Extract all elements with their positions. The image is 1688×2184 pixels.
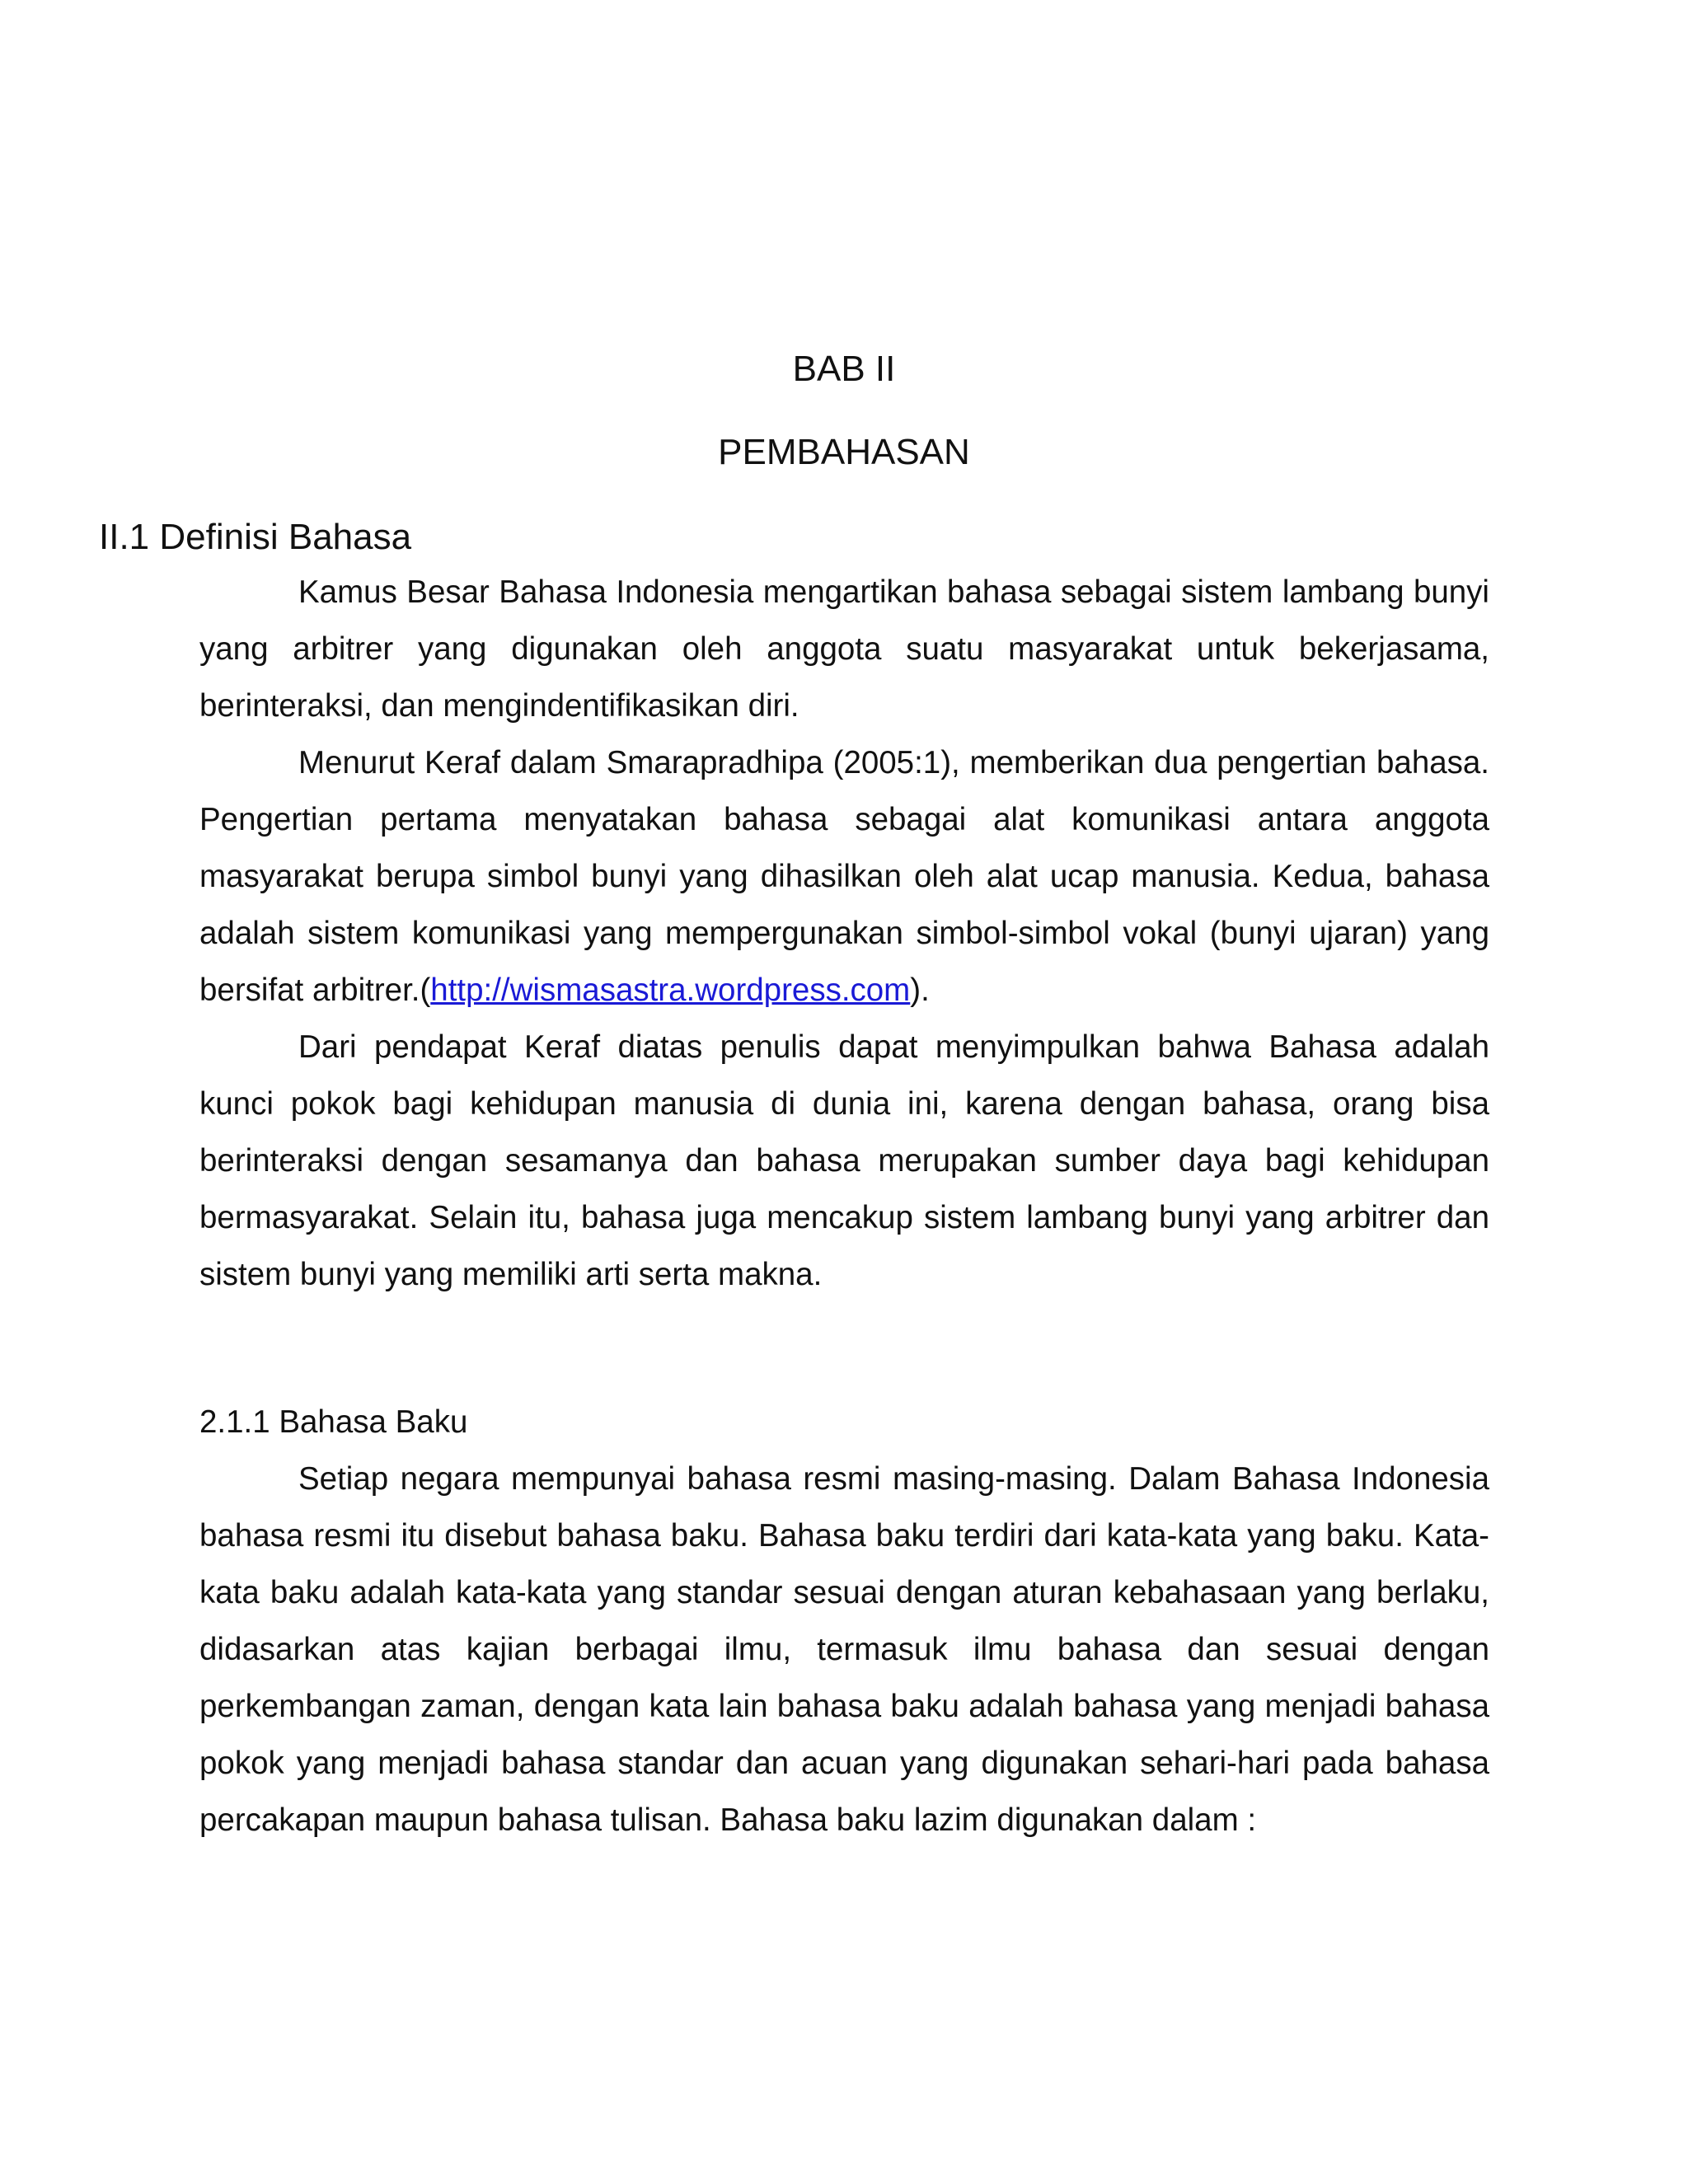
paragraph-with-citation <box>199 734 1489 1019</box>
section-body <box>199 564 1489 1303</box>
chapter-title: PEMBAHASAN <box>718 432 970 472</box>
subsection-body <box>199 1451 1489 1849</box>
section-heading: II.1 Definisi Bahasa <box>99 517 412 557</box>
paragraph-text: Menurut Keraf dalam Smarapradhipa (2005:1), memberikan dua pengertian bahasa. Pengertian pertama menyatakan bahasa sebagai alat komunikasi antara anggota masyarakat berupa simbol bunyi yang dihasilkan oleh alat ucap manusia. Kedua, bahasa adalah sistem komunikasi yang mempergunakan simbol-simbol vokal (bunyi ujaran) yang bersifat arbitrer.( <box>199 745 1489 1008</box>
citation-link[interactable]: http://wismasastra.wordpress.com <box>430 972 911 1008</box>
subsection-heading: 2.1.1 Bahasa Baku <box>199 1404 468 1440</box>
paragraph: Dari pendapat Keraf diatas penulis dapat menyimpulkan bahwa Bahasa adalah kunci pokok bagi kehidupan manusia di dunia ini, karena dengan bahasa, orang bisa berinteraksi dengan sesamanya dan bahasa merupakan sumber daya bagi kehidupan bermasyarakat. Selain itu, bahasa juga mencakup sistem lambang bunyi yang arbitrer dan sistem bunyi yang memiliki arti serta makna. <box>199 1029 1489 1292</box>
paragraph: Kamus Besar Bahasa Indonesia mengartikan bahasa sebagai sistem lambang bunyi yang arbitrer yang digunakan oleh anggota suatu masyarakat untuk bekerjasama, berinteraksi, dan mengindentifikasikan diri. <box>199 574 1489 724</box>
paragraph: Setiap negara mempunyai bahasa resmi masing-masing. Dalam Bahasa Indonesia bahasa resmi itu disebut bahasa baku. Bahasa baku terdiri dari kata-kata yang baku. Kata-kata baku adalah kata-kata yang standar sesuai dengan aturan kebahasaan yang berlaku, didasarkan atas kajian berbagai ilmu, termasuk ilmu bahasa dan sesuai dengan perkembangan zaman, dengan kata lain bahasa baku adalah bahasa yang menjadi bahasa pokok yang menjadi bahasa standar dan acuan yang digunakan sehari-hari pada bahasa percakapan maupun bahasa tulisan. Bahasa baku lazim digunakan dalam : <box>199 1461 1489 1838</box>
citation-close: ). <box>910 972 930 1008</box>
chapter-label: BAB II <box>792 349 896 389</box>
